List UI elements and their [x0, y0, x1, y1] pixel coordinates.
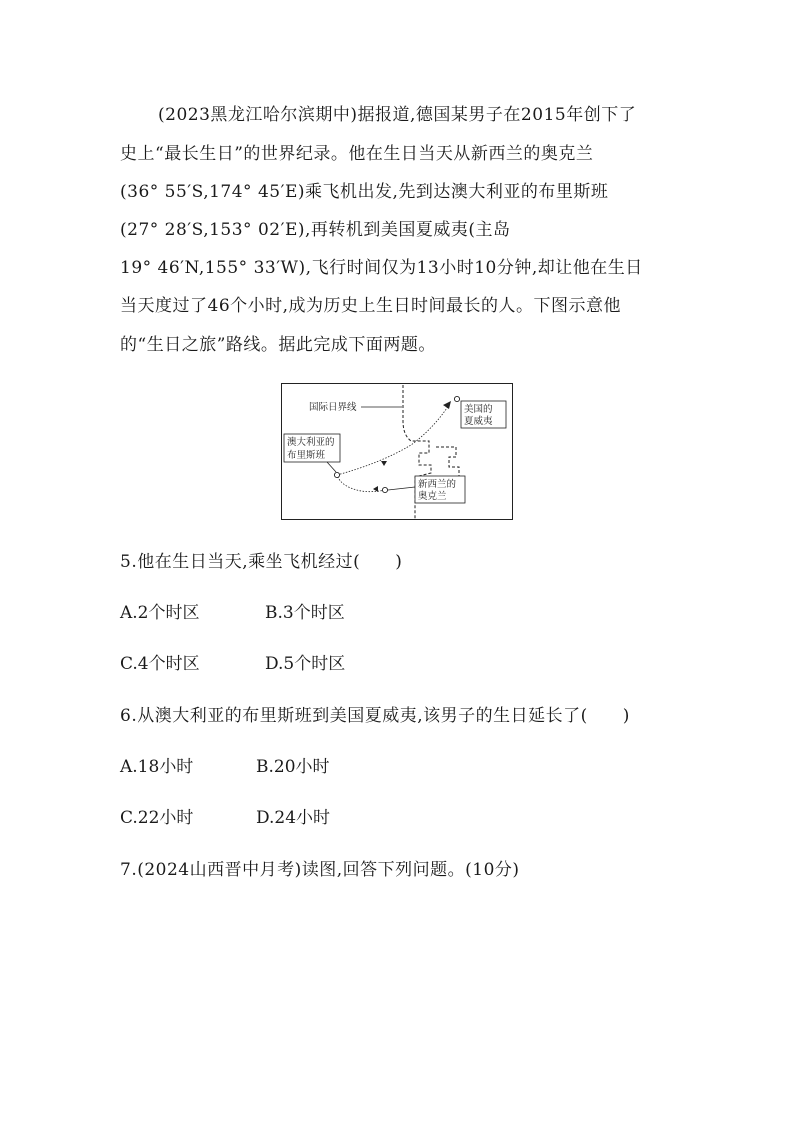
passage-line-2: 史上“最长生日”的世界纪录。他在生日当天从新西兰的奥克兰	[120, 144, 594, 164]
birthday-route-map	[281, 383, 513, 520]
question-5-option-d[interactable]: D.5个时区	[265, 654, 346, 674]
passage-line-7: 的“生日之旅”路线。据此完成下面两题。	[120, 335, 436, 355]
passage-line-6: 当天度过了46个小时,成为历史上生日时间最长的人。下图示意他	[120, 296, 622, 316]
passage-line-4: (27° 28′S,153° 02′E),再转机到美国夏威夷(主岛	[120, 220, 511, 240]
question-5-option-c[interactable]: C.4个时区	[120, 654, 200, 674]
question-6-option-c[interactable]: C.22小时	[120, 808, 194, 828]
auckland-label-2: 奥克兰	[418, 491, 447, 502]
passage-line-5: 19° 46′N,155° 33′W),飞行时间仅为13小时10分钟,却让他在生日	[120, 258, 643, 278]
auckland-label-1: 新西兰的	[418, 479, 457, 490]
question-6-stem: 6.从澳大利亚的布里斯班到美国夏威夷,该男子的生日延长了( )	[120, 706, 630, 726]
passage-line-3: (36° 55′S,174° 45′E)乘飞机出发,先到达澳大利亚的布里斯班	[120, 182, 609, 202]
hawaii-point	[454, 396, 459, 401]
hawaii-label-2: 夏威夷	[464, 416, 493, 427]
brisbane-label-1: 澳大利亚的	[287, 437, 335, 448]
brisbane-point	[334, 472, 339, 477]
passage-line-1: (2023黑龙江哈尔滨期中)据报道,德国某男子在2015年创下了	[158, 105, 637, 125]
hawaii-label-1: 美国的	[464, 404, 493, 415]
question-6-option-d[interactable]: D.24小时	[256, 808, 331, 828]
question-7-stem: 7.(2024山西晋中月考)读图,回答下列问题。(10分)	[120, 860, 520, 880]
brisbane-label-2: 布里斯班	[287, 450, 326, 461]
question-5-option-b[interactable]: B.3个时区	[265, 603, 345, 623]
question-5-stem: 5.他在生日当天,乘坐飞机经过( )	[120, 552, 403, 572]
question-5-option-a[interactable]: A.2个时区	[120, 603, 200, 623]
question-6-option-a[interactable]: A.18小时	[120, 757, 194, 777]
question-6-option-b[interactable]: B.20小时	[256, 757, 330, 777]
auckland-point	[382, 487, 387, 492]
date-line-label: 国际日界线	[309, 402, 357, 413]
